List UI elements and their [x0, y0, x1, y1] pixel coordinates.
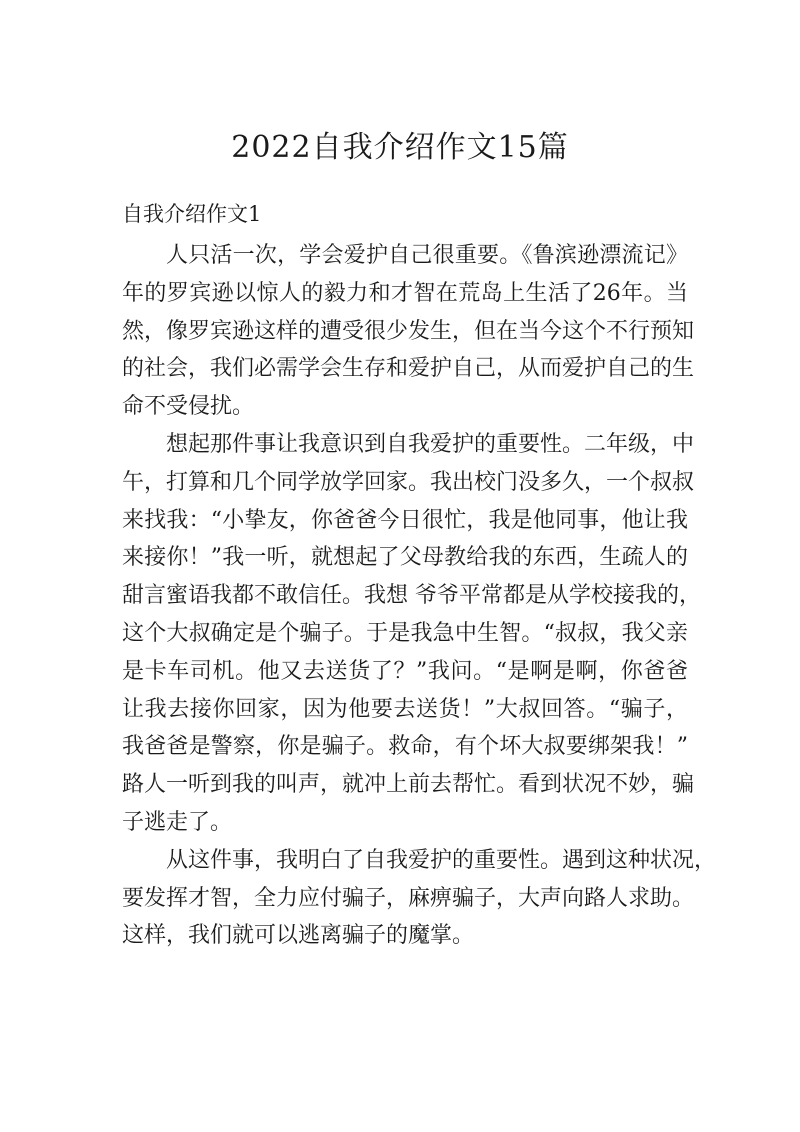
text-line: 路人一听到我的叫声，就冲上前去帮忙。看到状况不妙，骗	[122, 772, 695, 798]
text-line: 然，像罗宾逊这样的遭受很少发生，但在当今这个不行预知	[122, 318, 695, 344]
paragraph-1	[122, 237, 695, 426]
text-line: 这个大叔确定是个骗子。于是我急中生智。“叔叔，我父亲	[122, 620, 688, 646]
text-line: 想起那件事让我意识到自我爱护的重要性。二年级，中	[166, 431, 695, 457]
text-line: 午，打算和几个同学放学回家。我出校门没多久，一个叔叔	[122, 469, 695, 495]
paragraph-2	[122, 426, 701, 842]
text-line: 的社会，我们必需学会生存和爱护自己，从而爱护自己的生	[122, 356, 695, 382]
text-line: 来接你！”我一听，就想起了父母教给我的东西，生疏人的	[122, 545, 688, 571]
text-line: 人只活一次，学会爱护自己很重要。《鲁滨逊漂流记》	[166, 243, 688, 268]
text-line: 是卡车司机。他又去送货了？”我问。“是啊是啊，你爸爸	[122, 658, 688, 684]
text-line: 甜言蜜语我都不敢信任。我想 爷爷平常都是从学校接我的，	[122, 583, 701, 609]
text-line: 来找我：“小挚友，你爸爸今日很忙，我是他同事，他让我	[122, 507, 688, 533]
text-line: 让我去接你回家，因为他要去送货！”大叔回答。“骗子，	[122, 696, 688, 722]
text-line: 要发挥才智，全力应付骗子，麻痹骗子，大声向路人求助。	[122, 885, 695, 911]
text-line: 我爸爸是警察，你是骗子。救命，有个坏大叔要绑架我！”	[122, 734, 688, 760]
text-line: 从这件事，我明白了自我爱护的重要性。遇到这种状况，	[166, 847, 717, 873]
section-heading: 自我介绍作文1	[122, 202, 262, 226]
text-line: 年的罗宾逊以惊人的毅力和才智在荒岛上生活了26年。当	[122, 280, 688, 306]
text-line: 命不受侵扰。	[122, 394, 255, 420]
document-body	[122, 237, 717, 955]
document-title: 2022自我介绍作文15篇	[231, 130, 569, 165]
text-line: 子逃走了。	[122, 809, 233, 835]
text-line: 这样，我们就可以逃离骗子的魔掌。	[122, 923, 475, 949]
paragraph-3	[122, 842, 717, 955]
